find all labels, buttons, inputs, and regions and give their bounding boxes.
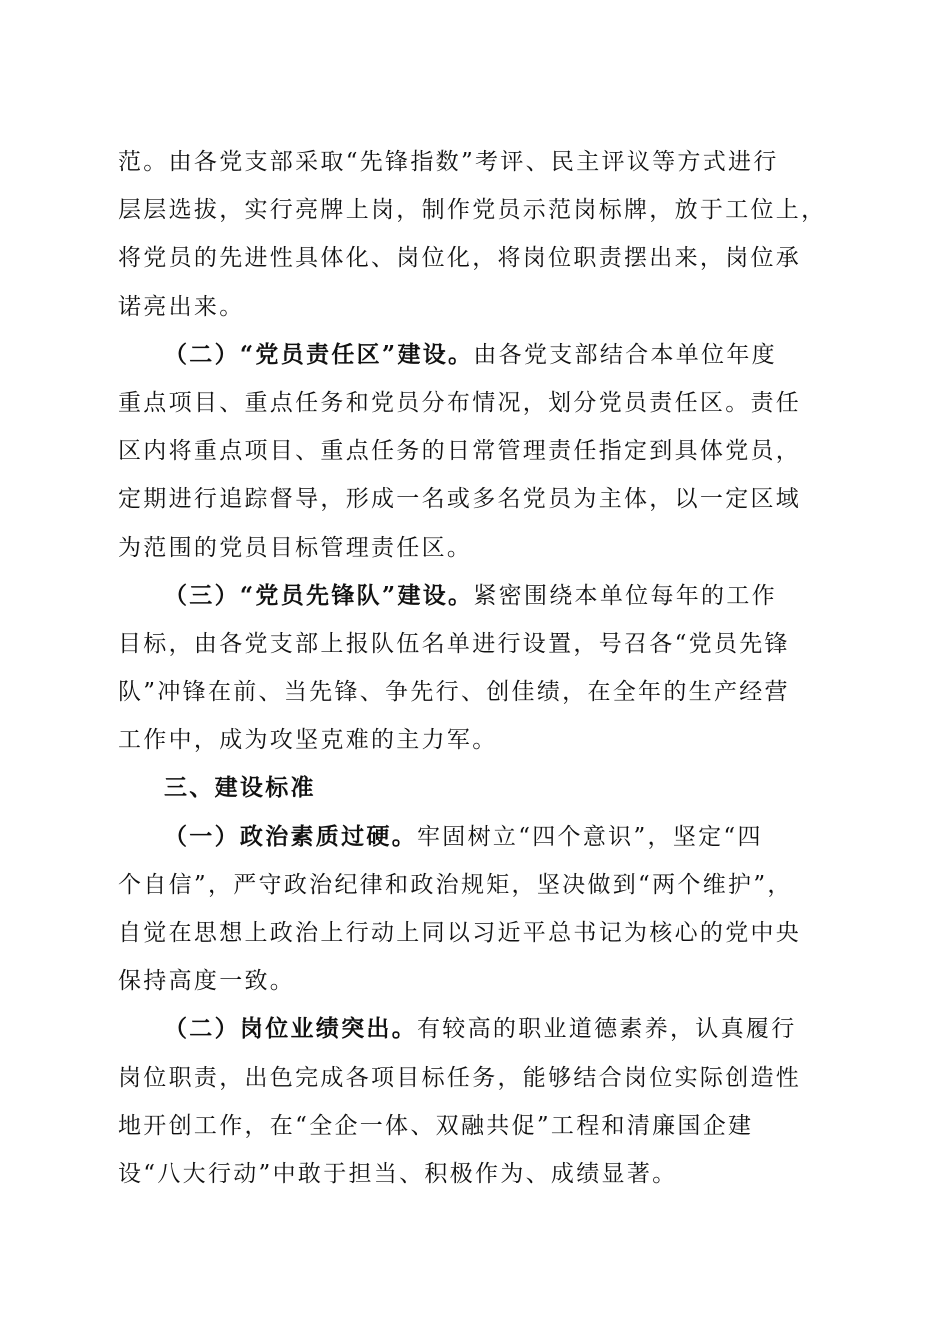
text-line: [118, 283, 830, 331]
text-line: [118, 1054, 830, 1102]
text-line: [118, 379, 830, 427]
paragraph-text: 工作中，成为攻坚克难的主力军。: [118, 727, 498, 754]
paragraph-text: 层层选拔，实行亮牌上岗，制作党员示范岗标牌，放于工位上，: [118, 197, 827, 224]
section-heading: （二）“党员责任区”建设。: [164, 340, 474, 368]
text-line: [118, 957, 830, 1005]
text-line: [118, 909, 830, 957]
paragraph-text: 地开创工作，在“全企一体、双融共促”工程和清廉国企建: [118, 1112, 754, 1139]
text-line: [118, 1102, 830, 1150]
text-line: [118, 1150, 830, 1198]
paragraph-text: 个自信”，严守政治纪律和政治规矩，坚决做到“两个维护”，: [118, 871, 793, 898]
section-heading: 三、建设标准: [164, 774, 316, 802]
paragraph-text: 紧密围绕本单位每年的工作: [473, 582, 777, 609]
text-line: [118, 764, 830, 812]
text-line: [118, 668, 830, 716]
paragraph-text: 设“八大行动”中敢于担当、积极作为、成绩显著。: [118, 1160, 678, 1187]
document-body: [118, 138, 830, 1198]
text-line: [118, 331, 830, 379]
text-line: [118, 427, 830, 475]
section-heading: （一）政治素质过硬。: [164, 822, 417, 850]
text-line: [118, 813, 830, 861]
text-line: [118, 234, 830, 282]
paragraph-text: 重点项目、重点任务和党员分布情况，划分党员责任区。责任: [118, 389, 802, 416]
paragraph-text: 为范围的党员目标管理责任区。: [118, 534, 473, 561]
paragraph-text: 岗位职责，出色完成各项目标任务，能够结合岗位实际创造性: [118, 1064, 802, 1091]
paragraph-text: 将党员的先进性具体化、岗位化，将岗位职责摆出来，岗位承: [118, 245, 802, 272]
text-line: [118, 620, 830, 668]
paragraph-text: 由各党支部结合本单位年度: [473, 341, 777, 368]
text-line: [118, 1005, 830, 1053]
text-line: [118, 138, 830, 186]
text-line: [118, 524, 830, 572]
paragraph-text: 目标，由各党支部上报队伍名单进行设置，号召各“党员先锋: [118, 630, 790, 657]
paragraph-text: 定期进行追踪督导，形成一名或多名党员为主体，以一定区域: [118, 486, 802, 513]
paragraph-text: 保持高度一致。: [118, 968, 296, 995]
paragraph-text: 队”冲锋在前、当先锋、争先行、创佳绩，在全年的生产经营: [118, 679, 790, 706]
text-line: [118, 475, 830, 523]
text-line: [118, 716, 830, 764]
paragraph-text: 有较高的职业道德素养，认真履行: [417, 1016, 797, 1043]
text-line: [118, 186, 830, 234]
section-heading: （二）岗位业绩突出。: [164, 1015, 417, 1043]
paragraph-text: 区内将重点项目、重点任务的日常管理责任指定到具体党员，: [118, 438, 802, 465]
paragraph-text: 范。由各党支部采取“先锋指数”考评、民主评议等方式进行: [118, 149, 779, 175]
text-line: [118, 572, 830, 620]
paragraph-text: 牢固树立“四个意识”，坚定“四: [417, 823, 763, 850]
paragraph-text: 诺亮出来。: [118, 293, 245, 320]
paragraph-text: 自觉在思想上政治上行动上同以习近平总书记为核心的党中央: [118, 920, 802, 946]
section-heading: （三）“党员先锋队”建设。: [164, 581, 474, 609]
text-line: [118, 861, 830, 909]
